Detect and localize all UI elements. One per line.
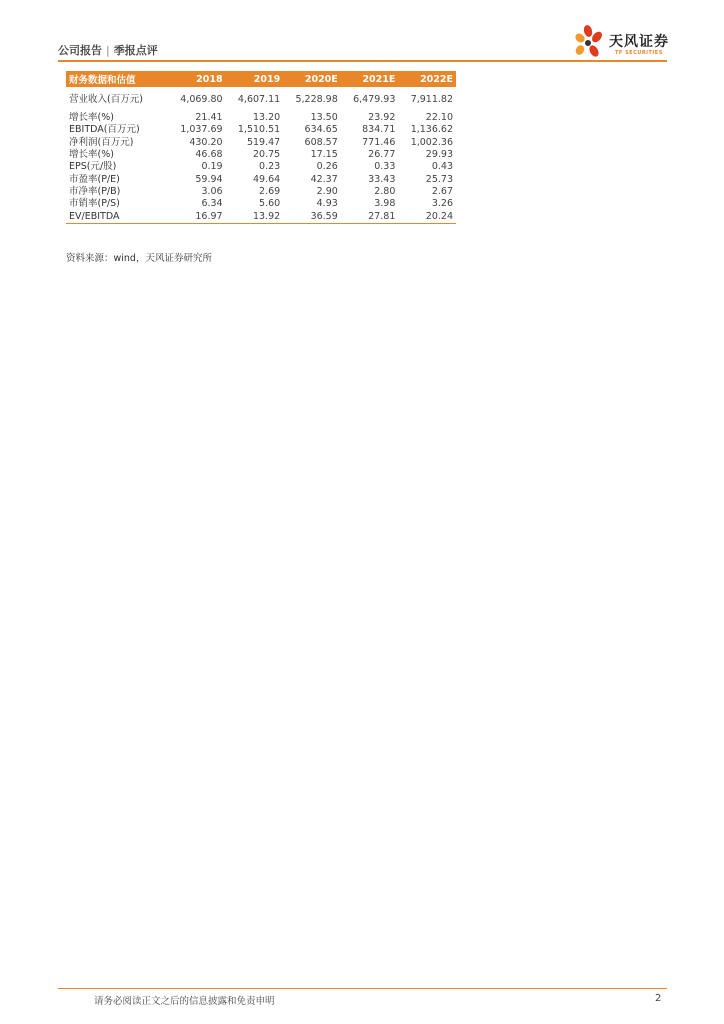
row-label: 增长率(%) — [69, 149, 114, 161]
table-cell: 3.06 — [201, 185, 223, 197]
table-cell: 7,911.82 — [410, 93, 453, 105]
table-cell: 3.98 — [374, 198, 396, 210]
disclaimer-text: 请务必阅读正文之后的信息披露和免责申明 — [94, 996, 275, 1007]
table-cell: 49.64 — [252, 173, 281, 185]
header-separator: | — [106, 44, 110, 57]
table-cell: 21.41 — [195, 112, 223, 124]
page-number: 2 — [655, 993, 662, 1004]
table-cell: 20.24 — [398, 210, 456, 223]
column-header: 2021E — [341, 71, 399, 87]
table-cell: 13.20 — [252, 112, 281, 124]
table-cell: 834.71 — [362, 124, 396, 136]
table-cell: 0.26 — [316, 161, 338, 173]
table-row — [66, 210, 456, 223]
table-cell: 5.60 — [259, 198, 281, 210]
table-cell: 13.92 — [226, 210, 284, 223]
table-row — [66, 149, 456, 161]
row-label: 市净率(P/B) — [69, 185, 121, 197]
table-cell: 29.93 — [425, 149, 453, 161]
table-cell: 3.26 — [431, 198, 453, 210]
column-header: 2018 — [168, 71, 226, 87]
table-cell: 608.57 — [304, 136, 338, 148]
source-note: 资料来源：wind，天风证券研究所 — [66, 253, 212, 264]
company-logo — [572, 24, 672, 60]
table-cell: 6,479.93 — [353, 93, 396, 105]
table-cell: 0.19 — [201, 161, 223, 173]
table-cell: 22.10 — [425, 112, 453, 124]
table-cell: 634.65 — [304, 124, 338, 136]
footer-divider — [58, 988, 667, 989]
table-cell: 26.77 — [368, 149, 396, 161]
table-cell: 6.34 — [201, 198, 223, 210]
column-header: 2020E — [283, 71, 341, 87]
row-label: EBITDA(百万元) — [69, 124, 140, 136]
row-label: 市盈率(P/E) — [69, 173, 120, 185]
report-type: 公司报告 — [58, 44, 102, 57]
column-header: 2022E — [398, 71, 456, 87]
table-cell: 13.50 — [310, 112, 338, 124]
table-cell: 17.15 — [310, 149, 338, 161]
table-cell: 59.94 — [195, 173, 223, 185]
table-cell: 1,002.36 — [410, 136, 453, 148]
table-cell: 4.93 — [316, 198, 338, 210]
table-cell: 36.59 — [283, 210, 341, 223]
table-row — [66, 198, 456, 210]
row-label: 增长率(%) — [69, 112, 114, 124]
table-cell: 2.69 — [259, 185, 281, 197]
table-row — [66, 186, 456, 198]
table-row — [66, 173, 456, 185]
column-header: 财务数据和估值 — [66, 71, 168, 87]
table-header-row — [66, 71, 456, 87]
table-cell: 519.47 — [246, 136, 281, 148]
table-row — [66, 112, 456, 124]
table-cell: 0.23 — [259, 161, 281, 173]
table-cell: 0.43 — [431, 161, 453, 173]
row-label: EPS(元/股) — [69, 161, 117, 173]
row-label: 营业收入(百万元) — [69, 93, 143, 105]
table-cell: 4,607.11 — [237, 93, 281, 105]
table-cell: 1,037.69 — [180, 124, 223, 136]
column-header: 2019 — [226, 71, 284, 87]
table-row — [66, 137, 456, 149]
table-cell: 5,228.98 — [295, 93, 338, 105]
header-divider — [58, 60, 667, 62]
table-cell: 1,510.51 — [237, 124, 281, 136]
table-cell: 2.80 — [374, 185, 396, 197]
table-cell: 16.97 — [168, 210, 226, 223]
row-label: 市销率(P/S) — [69, 198, 120, 210]
table-cell: 4,069.80 — [180, 93, 223, 105]
table-row — [66, 161, 456, 173]
flower-logo-icon — [572, 24, 608, 60]
table-row — [66, 124, 456, 136]
table-cell: 20.75 — [252, 149, 281, 161]
report-header — [58, 42, 158, 58]
report-subtype: 季报点评 — [113, 44, 158, 57]
row-label: 净利润(百万元) — [69, 136, 134, 148]
table-cell: 430.20 — [189, 136, 223, 148]
table-cell: 46.68 — [195, 149, 223, 161]
financial-table — [66, 71, 456, 224]
table-row — [66, 87, 456, 112]
table-cell: 42.37 — [310, 173, 338, 185]
table-cell: 23.92 — [368, 112, 396, 124]
table-cell: 0.33 — [374, 161, 396, 173]
table-cell: 2.67 — [431, 185, 453, 197]
table-cell: 33.43 — [368, 173, 396, 185]
table-cell: 25.73 — [425, 173, 453, 185]
logo-name: 天风证券 — [609, 34, 669, 50]
table-cell: 1,136.62 — [410, 124, 453, 136]
row-label: EV/EBITDA — [66, 210, 168, 223]
table-cell: 2.90 — [316, 185, 338, 197]
table-cell: 27.81 — [341, 210, 399, 223]
logo-subtitle: TF SECURITIES — [615, 50, 663, 56]
table-cell: 771.46 — [362, 136, 396, 148]
